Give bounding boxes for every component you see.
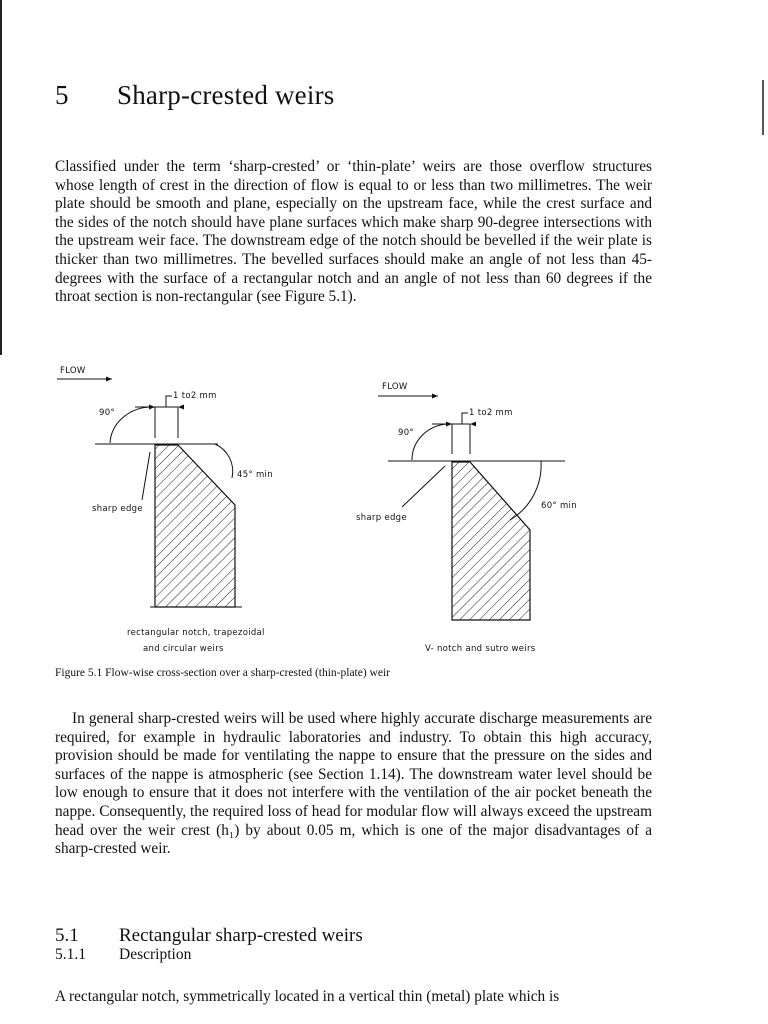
- left-angle-arc: [110, 407, 150, 443]
- subsection-title: Description: [119, 946, 192, 963]
- section-heading-5-1: [55, 925, 363, 947]
- right-edge-pointer: [402, 466, 445, 507]
- left-caption-line2: and circular weirs: [143, 644, 224, 654]
- rectangular-weir-diagram: [57, 366, 273, 654]
- general-paragraph: In general sharp-crested weirs will be used where highly accurate discharge measurements are required, for example in hydraulic laboratories and industry. To obtain this high accuracy, provision should be made for ventilating the nappe to ensure that the pressure on the sides and surfaces of the nappe is atmospheric (see Section 1.14). The downstream water level should be low enough to ensure that it does not interfere with the ventilation of the air pocket beneath the nappe. Consequently, the required loss of head for modular flow will always exceed the upstream head over the weir crest (h₁) by about 0.05 m, which is one of the major disadvantages of a sharp-crested weir.: [55, 710, 652, 858]
- right-bevel-arc: [510, 461, 541, 520]
- right-angle-arc: [412, 424, 447, 460]
- right-flow-label: FLOW: [382, 382, 408, 392]
- section-title: Rectangular sharp-crested weirs: [119, 925, 363, 946]
- left-flow-label: FLOW: [60, 366, 86, 376]
- left-flow-arrowhead: [106, 377, 112, 382]
- right-caption: V- notch and sutro weirs: [425, 644, 536, 654]
- figure-caption: Figure 5.1 Flow-wise cross-section over a sharp-crested (thin-plate) weir: [55, 667, 390, 679]
- right-edge-label: sharp edge: [356, 513, 407, 523]
- subsection-number: 5.1.1: [55, 946, 86, 963]
- page-margin-rule: [0, 0, 2, 355]
- left-weir-plate: [155, 445, 235, 607]
- left-edge-label: sharp edge: [92, 504, 143, 514]
- right-weir-plate: [452, 462, 530, 620]
- right-thickness-label: 1 to2 mm: [469, 408, 513, 418]
- left-bevel-arc: [215, 444, 233, 478]
- right-bevel-label: 60° min: [541, 501, 577, 511]
- page-edge-mark: [762, 80, 764, 135]
- v-notch-weir-diagram: [356, 382, 577, 654]
- intro-paragraph: Classified under the term ‘sharp-crested’ or ‘thin-plate’ weirs are those overflow structures whose length of crest in the direction of flow is equal to or less than two millimetres. The weir plate should be smooth and plane, especially on the upstream face, while the crest surface and the sides of the notch should have plane surfaces which make sharp 90-degree intersections with the upstream weir face. The downstream edge of the notch should be bevelled if the weir plate is thicker than two millimetres. The bevelled surfaces should make an angle of not less than 45-degrees with the surface of a rectangular notch and an angle of not less than 60 degrees if the throat section is non-rectangular (see Figure 5.1).: [55, 158, 652, 306]
- right-angle-label: 90°: [398, 428, 414, 438]
- chapter-heading: [55, 80, 334, 111]
- left-edge-pointer: [142, 452, 150, 500]
- left-angle-label: 90°: [99, 408, 115, 418]
- left-thickness-label: 1 to2 mm: [173, 391, 217, 401]
- section-number: 5.1: [55, 925, 79, 946]
- chapter-number: 5: [55, 80, 69, 110]
- subsection-heading-5-1-1: [55, 946, 191, 964]
- left-bevel-label: 45° min: [237, 470, 273, 480]
- left-caption-line1: rectangular notch, trapezoidal: [127, 628, 265, 638]
- chapter-title: Sharp-crested weirs: [117, 80, 335, 110]
- right-flow-arrowhead: [432, 394, 438, 399]
- description-paragraph: A rectangular notch, symmetrically located in a vertical thin (metal) plate which is: [55, 988, 560, 1005]
- figure-5-1: [0, 355, 768, 665]
